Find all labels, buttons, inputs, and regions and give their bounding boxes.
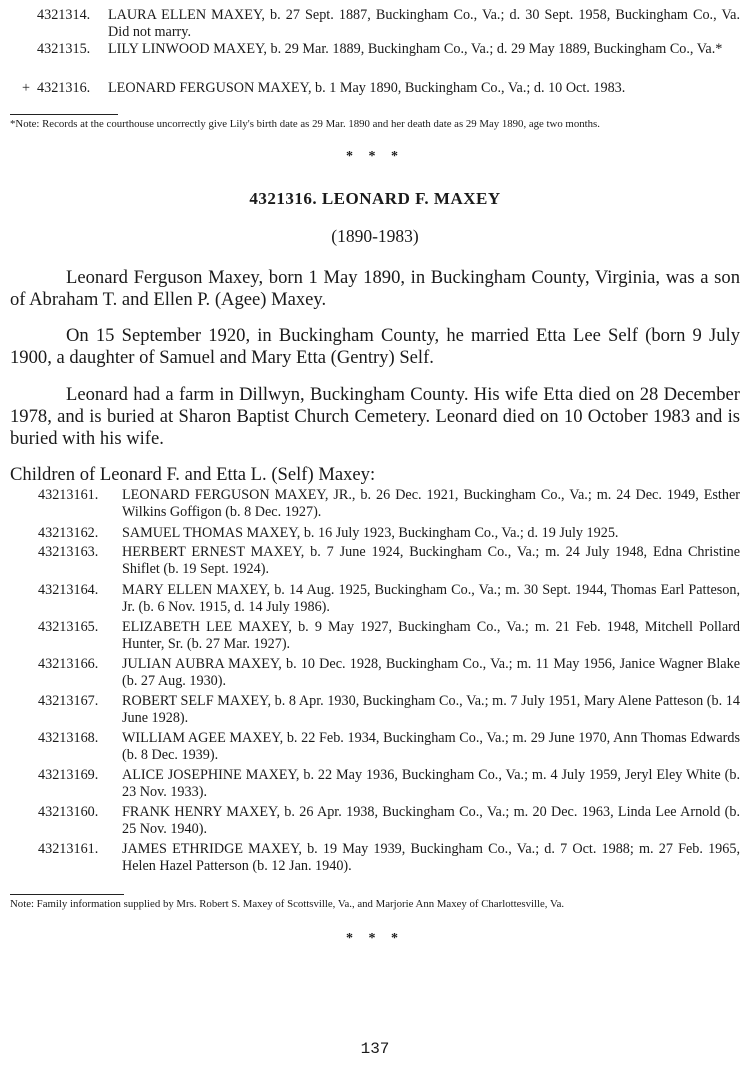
entry-text: LILY LINWOOD MAXEY, b. 29 Mar. 1889, Buckingham Co., Va.; d. 29 May 1889, Buckingham Co., Va.*: [108, 41, 723, 57]
footnote: Note: Family information supplied by Mrs. Robert S. Maxey of Scottsville, Va., and Marjorie Ann Maxey of Charlottesville, Va.: [10, 898, 565, 910]
child-number: 43213168.: [38, 730, 99, 746]
child-number: 43213166.: [38, 656, 99, 672]
child-text: JAMES ETHRIDGE MAXEY, b. 19 May 1939, Buckingham Co., Va.; d. 7 Oct. 1988; m. 27 Feb. 1965, Helen Hazel Patterson (b. 12 Jan. 1940).: [122, 841, 740, 874]
child-text: FRANK HENRY MAXEY, b. 26 Apr. 1938, Buckingham Co., Va.; m. 20 Dec. 1963, Linda Lee Arnold (b. 25 Nov. 1940).: [122, 804, 740, 837]
child-number: 43213161.: [38, 841, 99, 857]
entry-number: 4321314.: [37, 7, 91, 23]
child-number: 43213161.: [38, 487, 99, 503]
child-number: 43213163.: [38, 544, 99, 560]
page-number: 137: [360, 1040, 390, 1058]
child-text: SAMUEL THOMAS MAXEY, b. 16 July 1923, Buckingham Co., Va.; d. 19 July 1925.: [122, 525, 619, 541]
child-text: ALICE JOSEPHINE MAXEY, b. 22 May 1936, Buckingham Co., Va.; m. 4 July 1959, Jeryl Eley White (b. 23 Nov. 1933).: [122, 767, 740, 800]
entry-number: 4321316.: [37, 80, 91, 96]
child-text: JULIAN AUBRA MAXEY, b. 10 Dec. 1928, Buckingham Co., Va.; m. 11 May 1956, Janice Wagner Blake (b. 27 Aug. 1930).: [122, 656, 740, 689]
child-number: 43213164.: [38, 582, 99, 598]
child-number: 43213160.: [38, 804, 99, 820]
section-separator: * * *: [346, 149, 404, 164]
children-heading: Children of Leonard F. and Etta L. (Self) Maxey:: [10, 464, 376, 485]
child-number: 43213162.: [38, 525, 99, 541]
paragraph: Leonard had a farm in Dillwyn, Buckingham County. His wife Etta died on 28 December 1978, and is buried at Sharon Baptist Church Cemetery. Leonard died on 10 October 1983 and is buried with his wife.: [10, 384, 740, 449]
child-text: ROBERT SELF MAXEY, b. 8 Apr. 1930, Buckingham Co., Va.; m. 7 July 1951, Mary Alene Patteson (b. 14 June 1928).: [122, 693, 740, 726]
footnote: *Note: Records at the courthouse uncorrectly give Lily's birth date as 29 Mar. 1890 and her death date as 29 May 1890, age two months.: [10, 118, 600, 130]
entry-number: 4321315.: [37, 41, 91, 57]
child-text: HERBERT ERNEST MAXEY, b. 7 June 1924, Buckingham Co., Va.; m. 24 July 1948, Edna Christine Shiflet (b. 19 Sept. 1924).: [122, 544, 740, 577]
section-heading: 4321316. LEONARD F. MAXEY: [249, 189, 501, 208]
child-text: ELIZABETH LEE MAXEY, b. 9 May 1927, Buckingham Co., Va.; m. 21 Feb. 1948, Mitchell Pollard Hunter, Sr. (b. 27 Mar. 1927).: [122, 619, 740, 652]
life-years: (1890-1983): [331, 226, 419, 246]
paragraph: On 15 September 1920, in Buckingham County, he married Etta Lee Self (born 9 July 1900, a daughter of Samuel and Mary Etta (Gentry) Self.: [10, 325, 740, 368]
footnote-rule: [10, 894, 124, 895]
plus-marker: +: [22, 80, 31, 96]
section-separator: * * *: [346, 931, 404, 946]
child-text: WILLIAM AGEE MAXEY, b. 22 Feb. 1934, Buckingham Co., Va.; m. 29 June 1970, Ann Thomas Edwards (b. 8 Dec. 1939).: [122, 730, 740, 763]
child-text: LEONARD FERGUSON MAXEY, JR., b. 26 Dec. 1921, Buckingham Co., Va.; m. 24 Dec. 1949, Esther Wilkins Goffigon (b. 8 Dec. 1927).: [122, 487, 740, 520]
paragraph: Leonard Ferguson Maxey, born 1 May 1890, in Buckingham County, Virginia, was a son of Abraham T. and Ellen P. (Agee) Maxey.: [10, 267, 740, 310]
entry-text: LAURA ELLEN MAXEY, b. 27 Sept. 1887, Buckingham Co., Va.; d. 30 Sept. 1958, Buckingham Co., Va. Did not marry.: [108, 7, 740, 40]
footnote-rule: [10, 114, 118, 115]
entry-text: LEONARD FERGUSON MAXEY, b. 1 May 1890, Buckingham Co., Va.; d. 10 Oct. 1983.: [108, 80, 626, 96]
child-number: 43213167.: [38, 693, 99, 709]
child-number: 43213169.: [38, 767, 99, 783]
child-number: 43213165.: [38, 619, 99, 635]
child-text: MARY ELLEN MAXEY, b. 14 Aug. 1925, Buckingham Co., Va.; m. 30 Sept. 1944, Thomas Earl Patteson, Jr. (b. 6 Nov. 1915, d. 14 July 1986).: [122, 582, 740, 615]
